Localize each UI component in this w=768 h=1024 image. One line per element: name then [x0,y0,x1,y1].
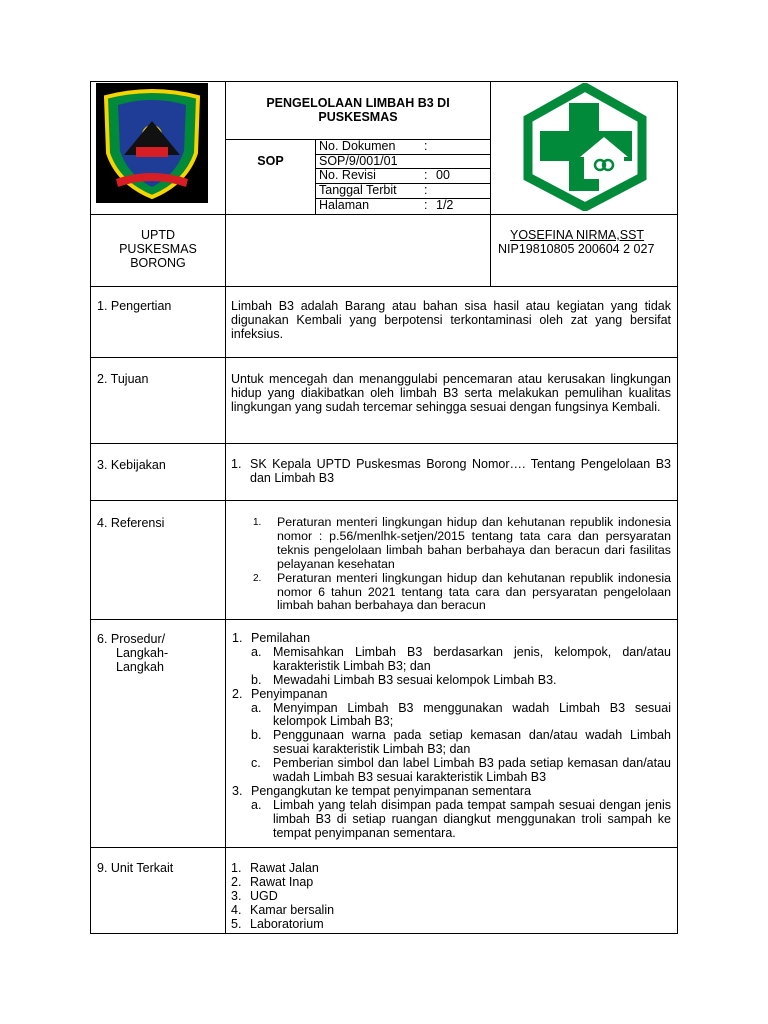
kebijakan-list [231,458,671,486]
regency-logo [96,83,208,203]
document-title-line2: PUSKESMAS [318,110,398,124]
list-text: Menyimpan Limbah B3 menggunakan wadah Limbah B3 sesuai kelompok Limbah B3; [273,700,671,729]
list-text: Limbah yang telah disimpan pada tempat sampah sesuai dengan jenis limbah B3 di setiap ruangan diangkut menggunakan troli sampah ke tempat penyimpanan sementara. [273,797,671,840]
page-sep: : [424,198,428,212]
list-number: b. [251,672,262,687]
list-text: Penggunaan warna pada setiap kemasan dan/atau wadah Limbah sesuai karakteristik Limbah B3; dan [273,728,671,757]
puskesmas-logo [520,83,650,211]
doc-number-sep: : [424,139,428,153]
list-text: Kamar bersalin [250,903,335,917]
step-item [232,632,671,646]
prosedur-label-line2: Langkah- [116,646,169,660]
sub-item [232,646,671,674]
revision-value: 00 [436,168,450,182]
step-title: Pemilahan [251,631,311,645]
prosedur-label-line3: Langkah [116,660,164,674]
list-number: a. [251,700,262,715]
unit-line2: PUSKESMAS [119,242,197,256]
list-number: 1. [253,517,262,528]
list-number: 1. [231,457,242,471]
page-label: Halaman [319,198,370,212]
step-item [232,785,671,799]
list-number: 1. [232,631,243,645]
revision-label: No. Revisi [319,168,376,182]
step-item [232,688,671,702]
list-text: Peraturan menteri lingkungan hidup dan kehutanan republik indonesia nomor 6 tahun 2021 tentang tata cara dan persyaratan pengelolaan limbah bahan berbahaya dan beracun [277,570,671,613]
tujuan-label: 2. Tujuan [97,372,149,386]
list-text: Pemberian simbol dan label Limbah B3 pada setiap kemasan dan/atau wadah Limbah B3 sesuai karakteristik Limbah B3 [273,756,671,785]
unit-line1: UPTD [140,228,176,242]
sub-item [232,729,671,757]
list-number: 5. [231,917,242,931]
list-number: 2. [253,572,262,584]
list-item [231,458,671,486]
pengertian-text: Limbah B3 adalah Barang atau bahan sisa hasil atau kegiatan yang tidak digunakan Kembali yang berpotensi terkontaminasi oleh zat yang bersifat infeksius. [231,299,671,341]
signer-nip: NIP19810805 200604 2 027 [498,242,655,256]
pengertian-label: 1. Pengertian [97,299,172,313]
tujuan-text: Untuk mencegah dan menanggulabi pencemaran atau kerusakan lingkungan hidup yang diakibatkan oleh limbah B3 serta melakukan pemulihan kualitas lingkungan yang sudah tercemar sehingga sesuai dengan fungsinya Kembali. [231,372,671,414]
sub-item [232,799,671,841]
doc-number-label: No. Dokumen [319,139,396,153]
list-number: 3. [232,783,243,798]
sub-item [232,674,671,688]
list-text: Rawat Inap [250,875,314,889]
unit-line3: BORONG [130,256,186,270]
page-value: 1/2 [436,198,454,212]
list-text: Peraturan menteri lingkungan hidup dan kehutanan republik indonesia nomor : p.56/menlhk-setjen/2015 tentang tata cara dan persyaratan teknis pengelolaan limbah bahan berbahaya dan beracun dari fasilitas pelayanan kesehatan [277,515,671,571]
list-text: Laboratorium [250,917,324,931]
list-number: a. [251,644,262,659]
sop-label: SOP [257,154,284,168]
doc-number-value: SOP/9/001/01 [319,154,398,168]
step-title: Penyimpanan [251,686,328,701]
list-number: 3. [231,889,242,903]
list-item [231,861,671,875]
list-text: UGD [250,889,278,903]
list-item [231,889,671,903]
kebijakan-label: 3. Kebijakan [97,458,166,472]
list-item [253,572,671,614]
list-number: b. [251,728,262,743]
list-number: 2. [232,686,243,701]
revision-sep: : [424,168,428,182]
step-title: Pengangkutan ke tempat penyimpanan sementara [251,783,532,798]
list-number: c. [251,756,261,771]
prosedur-list [232,632,671,841]
list-number: 1. [231,861,242,875]
sub-item [232,702,671,730]
list-item [231,875,671,889]
signer-name: YOSEFINA NIRMA,SST [510,228,645,242]
document-title-line1: PENGELOLAAN LIMBAH B3 DI [266,96,450,110]
list-text: SK Kepala UPTD Puskesmas Borong Nomor…. Tentang Pengelolaan B3 dan Limbah B3 [250,457,671,485]
list-item [231,903,671,917]
unit-terkait-label: 9. Unit Terkait [97,861,174,875]
list-text: Rawat Jalan [250,861,319,875]
referensi-list [253,516,671,613]
list-number: a. [251,797,262,812]
list-item [253,516,671,572]
referensi-label: 4. Referensi [97,516,165,530]
list-number: 2. [231,875,242,889]
list-text: Memisahkan Limbah B3 berdasarkan jenis, kelompok, dan/atau karakteristik Limbah B3; dan [273,644,671,673]
prosedur-label-line1: 6. Prosedur/ [97,632,166,646]
list-number: 4. [231,903,242,917]
issue-date-label: Tanggal Terbit [319,183,397,197]
list-text: Mewadahi Limbah B3 sesuai kelompok Limbah B3. [273,672,557,687]
unit-terkait-list [231,861,671,931]
sub-item [232,757,671,785]
issue-date-sep: : [424,183,428,197]
list-item [231,917,671,931]
